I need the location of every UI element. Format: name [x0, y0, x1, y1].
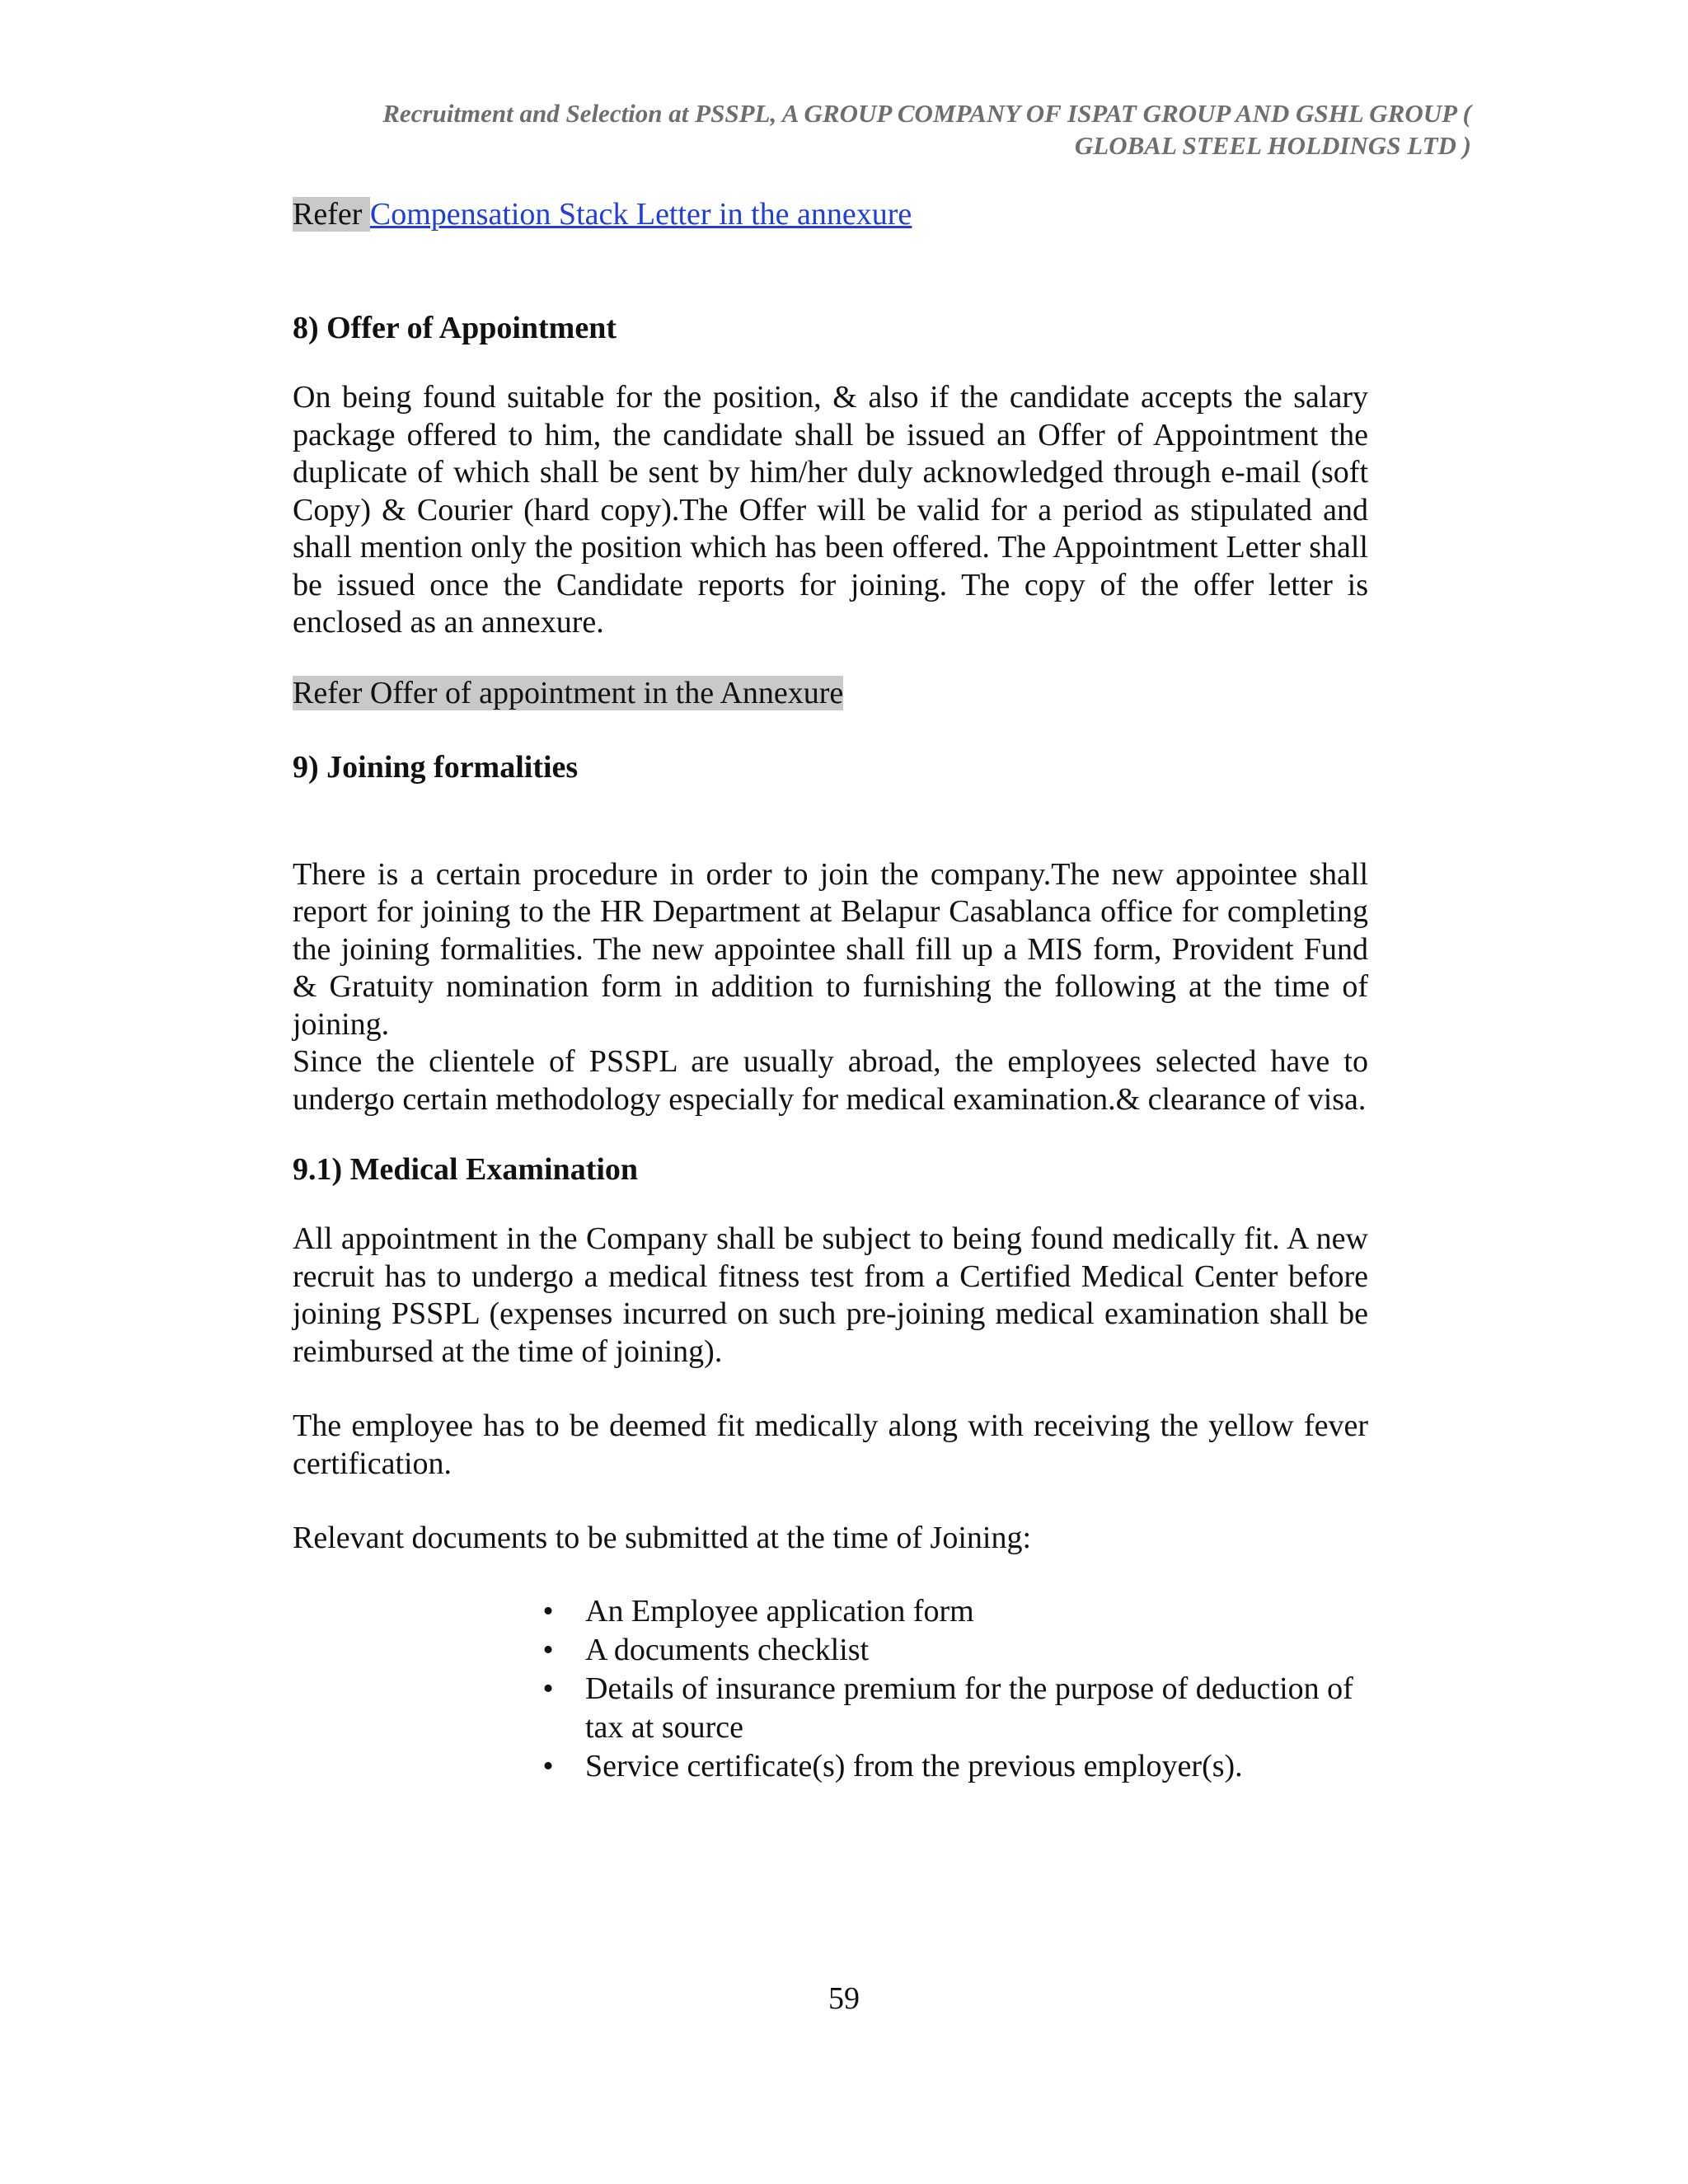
section-9-body-1: There is a certain procedure in order to join the company.The new appointee shall report for joining to the HR Department at Belapur Casablanca office for completing the joining formalities. The new appointee shall fill up a MIS form, Provident Fund & Gratuity nomination form in addition to furnishing the following at the time of joining. — [293, 856, 1368, 1042]
running-header-line-2: GLOBAL STEEL HOLDINGS LTD ) — [1074, 131, 1471, 160]
documents-intro: Relevant documents to be submitted at the time of Joining: — [293, 1521, 1032, 1555]
section-9-body-2: Since the clientele of PSSPL are usually abroad, the employees selected have to undergo certain methodology especially for medical examination.& clearance of visa. — [293, 1044, 1368, 1117]
bullet-icon: • — [542, 1632, 554, 1667]
list-item: • Service certificate(s) from the previous employer(s). — [536, 1747, 1368, 1786]
list-item: • An Employee application form — [536, 1592, 1368, 1631]
list-item: • Details of insurance premium for the purpose of deduction of tax at source — [536, 1670, 1368, 1747]
bullet-icon: • — [542, 1671, 554, 1706]
running-header-line-1: Recruitment and Selection at PSSPL, A GROUP COMPANY OF ISPAT GROUP AND GSHL GROUP ( — [382, 99, 1471, 128]
section-9-1-body-2: The employee has to be deemed fit medically along with receiving the yellow fever certification. — [293, 1408, 1368, 1481]
section-9-heading: 9) Joining formalities — [293, 749, 579, 785]
bullet-icon: • — [542, 1748, 554, 1783]
compensation-stack-letter-link[interactable]: Compensation Stack Letter in the annexure — [369, 197, 912, 232]
running-header — [293, 97, 1471, 162]
compensation-reference — [293, 191, 1368, 237]
section-8-body: On being found suitable for the position, & also if the candidate accepts the salary package offered to him, the candidate shall be issued an Offer of Appointment the duplicate of which shall be sent by him/her duly acknowledged through e-mail (soft Copy) & Courier (hard copy).The Offer will be valid for a period as stipulated and shall mention only the position which has been offered. The Appointment Letter shall be issued once the Candidate reports for joining. The copy of the offer letter is enclosed as an annexure. — [293, 380, 1368, 640]
offer-reference — [293, 670, 1368, 716]
list-item: • A documents checklist — [536, 1631, 1368, 1670]
page-number: 59 — [828, 1981, 860, 2016]
document-body — [293, 191, 1368, 1786]
section-9-1-heading: 9.1) Medical Examination — [293, 1152, 639, 1187]
bullet-icon: • — [542, 1593, 554, 1629]
documents-list — [293, 1592, 1368, 1786]
offer-reference-text: Refer Offer of appointment in the Annexure — [293, 675, 844, 710]
refer-prefix: Refer — [293, 197, 370, 232]
section-8-heading: 8) Offer of Appointment — [293, 311, 617, 345]
section-9-1-body-1: All appointment in the Company shall be subject to being found medically fit. A new recruit has to undergo a medical fitness test from a Certified Medical Center before joining PSSPL (expenses incurred on such pre-joining medical examination shall be reimbursed at the time of joining). — [293, 1221, 1368, 1369]
